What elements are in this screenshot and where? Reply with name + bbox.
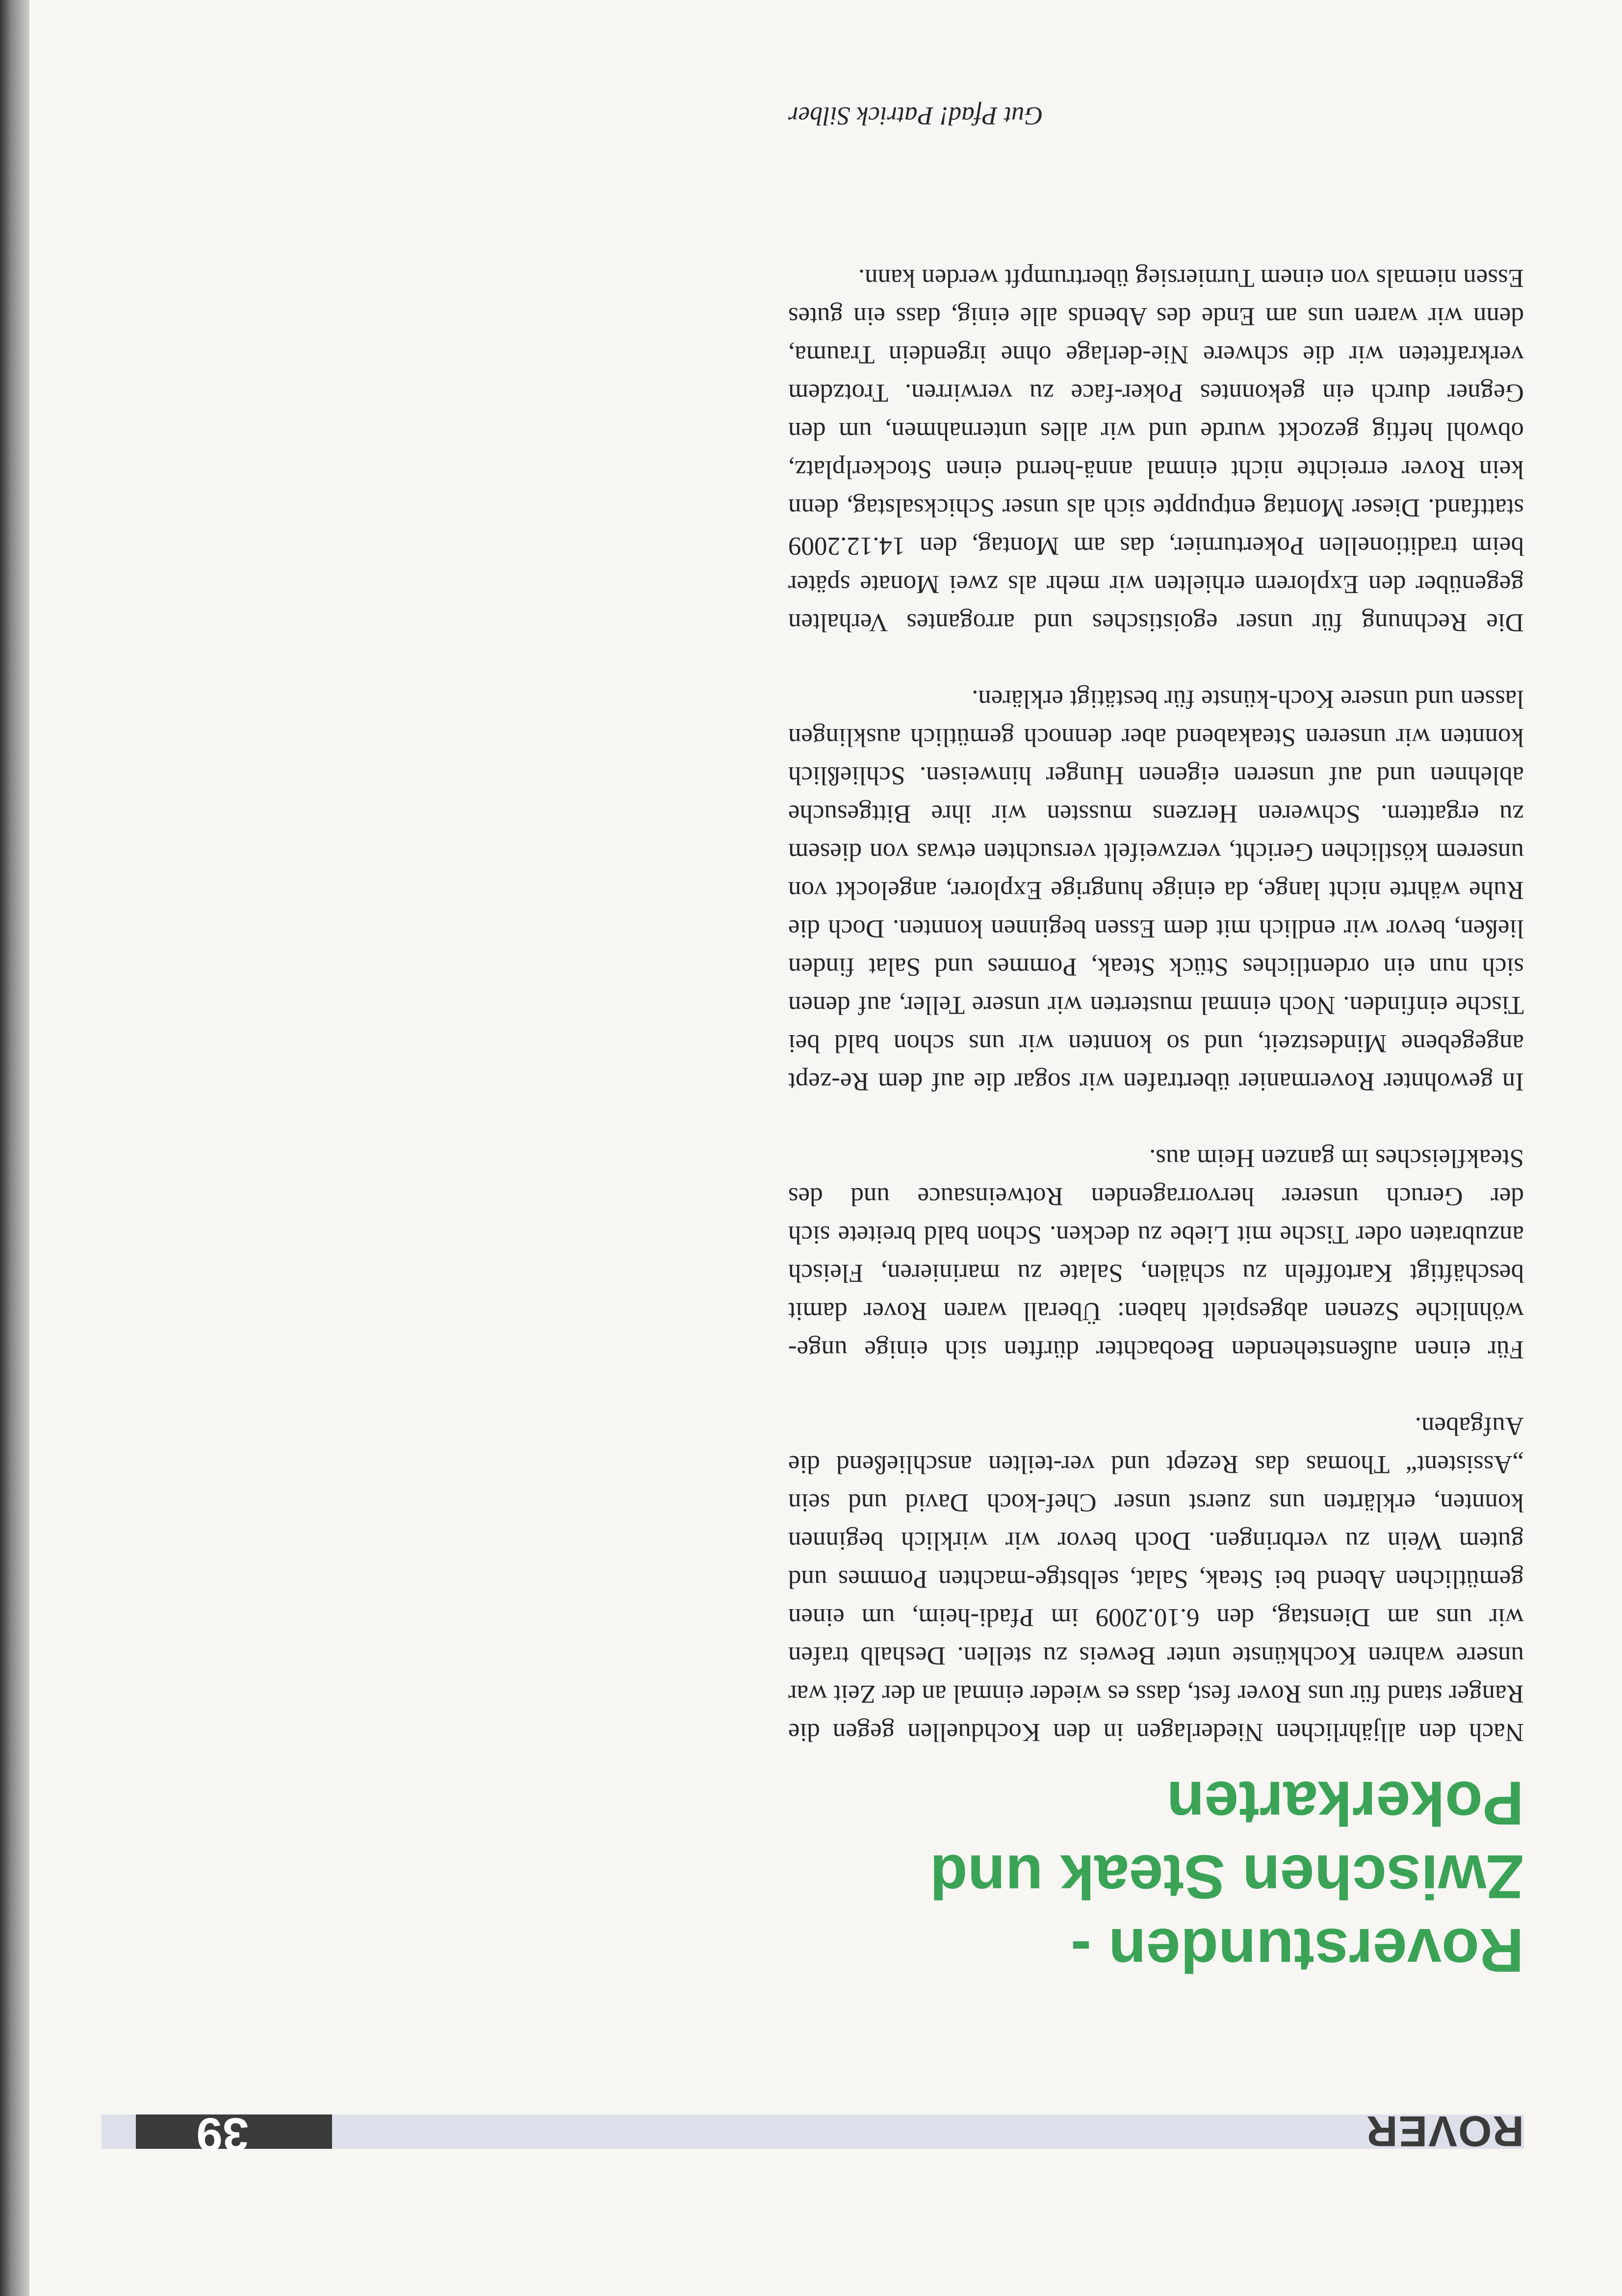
title-line: Roverstunden - — [1070, 1916, 1524, 1985]
paragraph: Die Rechnung für unser egoistisches und arrogantes Verhalten gegenüber den Explorern erhielten wir mehr als zwei Monate später beim traditionellen Pokerturnier, das am Montag, den 14.12.2009 stattfand. Dieser Montag entpuppte sich als unser Schicksalstag, denn kein Rover erreichte nicht einmal annä-hernd einen Stockerlplatz, obwohl heftig gezockt wurde und wir alles unternahmen, um den Gegner durch ein gekonntes Poker-face zu verwirren. Trotzdem verkrafteten wir die schwere Nie-derlage ohne irgendein Trauma, denn wir waren uns am Ende des Abends alle einig, dass ein gutes Essen niemals von einem Turniersieg übertrumpft werden kann. — [788, 264, 1524, 637]
page-number: 39 — [196, 2108, 249, 2161]
author-signature: Gut Pfad! Patrick Silber — [788, 102, 1043, 130]
title-line: Pokerkarten — [1166, 1769, 1524, 1838]
paragraph: In gewohnter Rovermanier übertrafen wir sogar die auf dem Re-zept angegebene Mindestzeit, und so konnten wir uns schon bald bei Tische einfinden. Noch einmal musterten wir unsere Teller, auf denen sich nun ein ordentliches Stück Steak, Pommes und Salat finden ließen, bevor wir endlich mit dem Essen beginnen konnten. Doch die Ruhe währte nicht lange, da einige hungrige Explorer, angelockt von unserem köstlichen Gericht, verzweifelt versuchten etwas von diesem zu ergattern. Schweren Herzens mussten wir ihre Bittgesuche ablehnen und auf unseren eigenen Hunger hinweisen. Schließlich konnten wir unseren Steakabend aber dennoch gemütlich ausklingen lassen und unsere Koch-künste für bestätigt erklären. — [788, 685, 1524, 1096]
binding-edge — [0, 0, 29, 2296]
article-body — [788, 221, 1524, 1751]
section-label: ROVER — [1365, 2107, 1524, 2156]
paragraph: Nach den alljährlichen Niederlagen in den Kochduellen gegen die Ranger stand für uns Rover fest, dass es wieder einmal an der Zeit war unsere wahren Kochkünste unter Beweis zu stellen. Deshalb trafen wir uns am Dienstag, den 6.10.2009 im Pfadi-heim, um einen gemütlichen Abend bei Steak, Salat, selbstge-machten Pommes und gutem Wein zu verbringen. Doch bevor wir wirklich beginnen konnten, erklärten uns zuerst unser Chef-koch David und sein „Assistent“ Thomas das Rezept und ver-teilten anschließend die Aufgaben. — [788, 1412, 1524, 1747]
title-line: Zwischen Steak und — [929, 1842, 1524, 1911]
article-title — [788, 1766, 1524, 1987]
paragraph: Für einen außenstehenden Beobachter dürften sich einige unge-wöhnliche Szenen abgespielt haben: Überall waren Rover damit beschäftigt Kartoffeln zu schälen, Salate zu marinieren, Fleisch anzubraten oder Tische mit Liebe zu decken. Schon bald breitete sich der Geruch unserer hervorragenden Rotweinsauce und des Steakfleisches im ganzen Heim aus. — [788, 1144, 1524, 1364]
